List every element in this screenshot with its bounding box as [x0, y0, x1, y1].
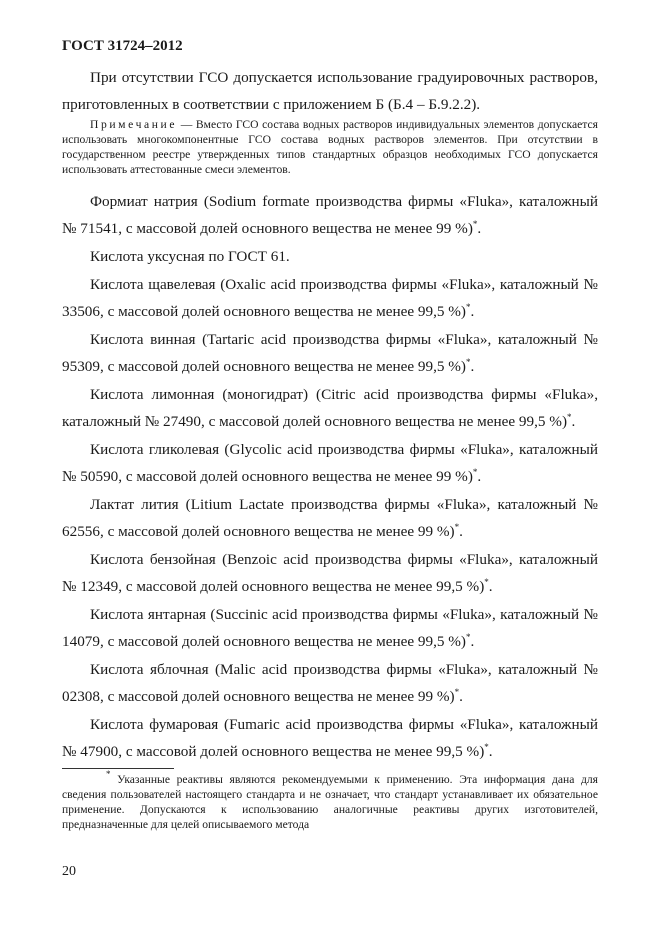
footnote: [62, 769, 598, 832]
reagent-item: Кислота янтарная (Succinic acid производства фирмы «Fluka», каталожный № 14079, с массовой долей основного вещества не менее 99,5 %)*.: [62, 606, 598, 650]
footnote-paragraph: [62, 769, 598, 832]
note-label: Примечание: [90, 118, 178, 131]
reagent-item: Кислота щавелевая (Oxalic acid производства фирмы «Fluka», каталожный № 33506, с массовой долей основного вещества не менее 99,5 %)*.: [62, 276, 598, 320]
footnote-ref: *: [472, 219, 478, 229]
reagent-item: Формиат натрия (Sodium formate производства фирмы «Fluka», каталожный № 71541, с массовой долей основного вещества не менее 99 %)*.: [62, 193, 598, 237]
page-number: 20: [62, 864, 76, 879]
reagent-item: Кислота уксусная по ГОСТ 61.: [90, 248, 290, 265]
footnote-ref: *: [454, 522, 460, 532]
intro-text: При отсутствии ГСО допускается использование градуировочных растворов, приготовленных в соответствии с приложением Б (Б.4 – Б.9.2.2).: [62, 69, 598, 113]
reagent-item: Кислота гликолевая (Glycolic acid производства фирмы «Fluka», каталожный № 50590, с массовой долей основного вещества не менее 99 %)*.: [62, 441, 598, 485]
reagent-list: [62, 188, 598, 766]
footnote-text: Указанные реактивы являются рекомендуемыми к применению. Эта информация дана для сведения пользователей настоящего стандарта и не означает, что стандарт устанавливает их обязательное применение. Допускаются к использованию аналогичные реактивы других изготовителей, предназначенные для целей описываемого метода: [62, 773, 598, 831]
footnote-ref: *: [567, 412, 572, 422]
reagent-item: Лактат лития (Litium Lactate производства фирмы «Fluka», каталожный № 62556, с массовой долей основного вещества не менее 99 %)*.: [62, 496, 598, 540]
reagent-item: Кислота бензойная (Benzoic acid производства фирмы «Fluka», каталожный № 12349, с массовой долей основного вещества не менее 99,5 %)*.: [62, 551, 598, 595]
intro-paragraph: [62, 64, 598, 118]
reagent-item: Кислота фумаровая (Fumaric acid производства фирмы «Fluka», каталожный № 47900, с массовой долей основного вещества не менее 99,5 %)*.: [62, 716, 598, 760]
footnote-divider: [62, 768, 174, 769]
reagent-item: Кислота винная (Tartaric acid производства фирмы «Fluka», каталожный № 95309, с массовой долей основного вещества не менее 99,5 %)*.: [62, 331, 598, 375]
note-block: [62, 117, 598, 177]
reagent-item: Кислота яблочная (Malic acid производства фирмы «Fluka», каталожный № 02308, с массовой долей основного вещества не менее 99 %)*.: [62, 661, 598, 705]
footnote-mark: *: [106, 769, 111, 779]
footnote-ref: *: [465, 632, 471, 642]
footnote-ref: *: [465, 357, 471, 367]
reagent-item: Кислота лимонная (моногидрат) (Citric acid производства фирмы «Fluka», каталожный № 27490, с массовой долей основного вещества не менее 99,5 %)*.: [62, 386, 598, 430]
note-text: — Вместо ГСО состава водных растворов индивидуальных элементов допускается использовать многокомпонентные ГСО состава водных растворов элементов. При отсутствии в государственном реестре утвержденных типов стандартных образцов необходимых ГСО допускается использовать аттестованные смеси элементов.: [62, 118, 598, 176]
footnote-ref: *: [484, 742, 489, 752]
footnote-ref: *: [454, 687, 460, 697]
note-paragraph: [62, 117, 598, 177]
footnote-ref: *: [465, 302, 471, 312]
document-header: ГОСТ 31724–2012: [62, 38, 183, 54]
footnote-ref: *: [484, 577, 489, 587]
footnote-ref: *: [472, 467, 478, 477]
